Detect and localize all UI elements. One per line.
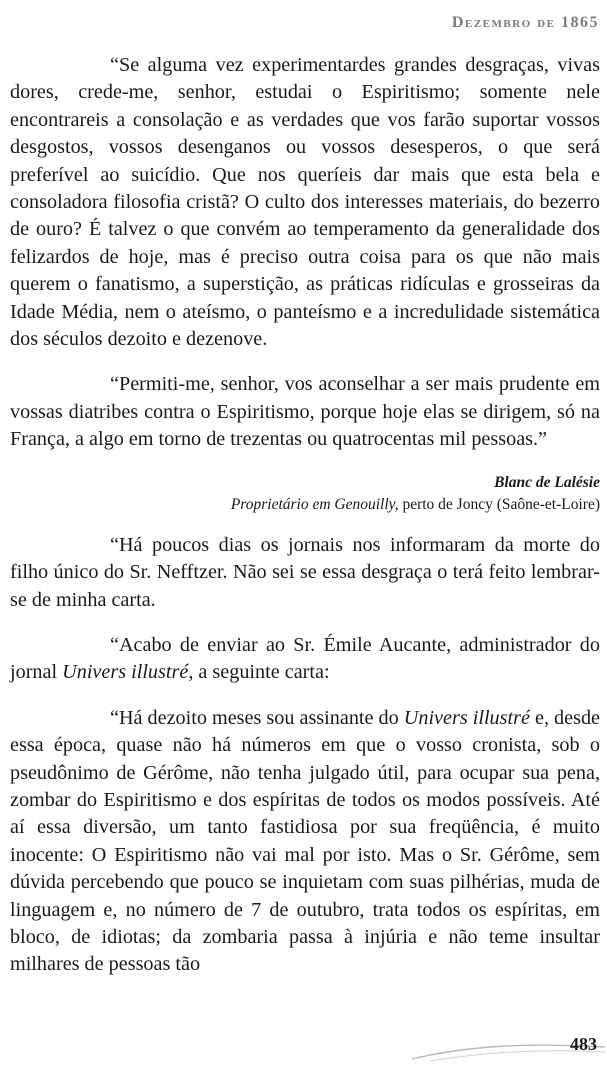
paragraph-5-italic: Univers illustré [403, 706, 530, 729]
paragraph-5-before: “Há dezoito meses sou assinante do [110, 706, 404, 729]
paragraph-4-before: “Acabo de enviar ao Sr. Émile Aucante, administrador do jornal [10, 633, 600, 684]
paragraph-4-italic: Univers illustré [62, 661, 189, 684]
paragraph-2: “Permiti-me, senhor, vos aconselhar a ser mais prudente em vossas diatribes contra o Espiritismo, porque hoje elas se dirigem, só na França, a algo em torno de trezentas ou quatrocentas mil pessoas.” [10, 373, 600, 451]
paragraph-3: “Há poucos dias os jornais nos informaram da morte do filho único do Sr. Nefftzer. Não sei se essa desgraça o terá feito lembrar-se de minha carta. [10, 533, 600, 611]
signature-role-italic: Proprietário em Genouilly, [230, 495, 399, 513]
paragraph-5-after: e, desde essa época, quase não há números em que o vosso cronista, sob o pseudônimo de Gérôme, não tenha julgado útil, para ocupar sua pena, zombar do Espiritismo e dos espíritas de todos os modos possíveis. Até aí essa diversão, um tanto fastidiosa por sua freqüência, é muito inocente: O Espiritismo não vai mal por isto. Mas o Sr. Gérôme, sem dúvida percebendo que pouco se inquietam com suas pilhérias, muda de linguagem e, no número de 7 de outubro, trata todos os espíritas, em bloco, de idiotas; da zombaria passa à injúria e não teme insultar milhares de pessoas tão [10, 706, 601, 976]
paragraph-5 [10, 705, 600, 979]
signature-block [10, 472, 600, 516]
page-number: 483 [570, 1034, 597, 1054]
page-body [10, 52, 600, 979]
paragraph-4 [10, 632, 600, 687]
running-header: Dezembro de 1865 [451, 14, 599, 31]
signature-name: Blanc de Lalésie [494, 473, 600, 491]
signature-role [10, 494, 600, 516]
paragraph-1: “Se alguma vez experimentardes grandes desgraças, vivas dores, crede-me, senhor, estudai o Espiritismo; somente nele encontrareis a consolação e as verdades que vos farão suportar vossos desgostos, vossos desenganos ou vossos desesperos, o que será preferível ao suicídio. Que nos queríeis dar mais que esta bela e consoladora filosofia cristã? O culto dos interesses materiais, do bezerro de ouro? É talvez o que convém ao temperamento da generalidade dos felizardos de hoje, mas é preciso outra coisa para os que não mais querem o fanatismo, a superstição, as práticas ridículas e grosseiras da Idade Média, nem o ateísmo, o panteísmo e a incredulidade sistemática dos séculos dezoito e dezenove. [10, 54, 600, 351]
paragraph-4-after: , a seguinte carta: [188, 661, 330, 684]
signature-role-rest: perto de Joncy (Saône-et-Loire) [398, 495, 600, 513]
